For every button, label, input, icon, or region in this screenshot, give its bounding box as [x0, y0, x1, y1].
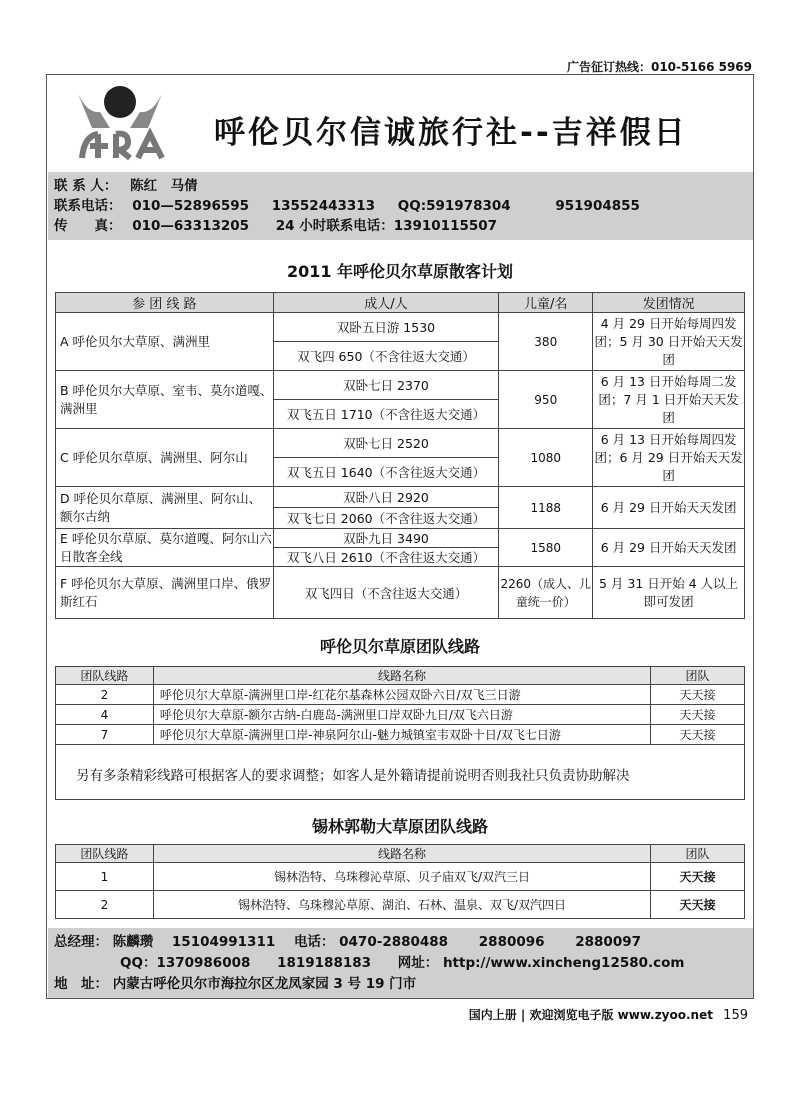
col-depart: 发团情况 — [593, 293, 745, 313]
fax-number: 010—63313205 — [132, 218, 250, 234]
col-route: 参 团 线 路 — [56, 293, 274, 313]
depart-cell: 6 月 29 日开始天天发团 — [593, 487, 745, 529]
child-price-cell: 2260（成人、儿童统一价） — [499, 567, 593, 619]
table-row — [56, 371, 745, 400]
contact-panel — [48, 172, 753, 240]
price-cell: 双飞八日 2610（不含往返大交通） — [273, 548, 499, 567]
contact-person-label: 联 系 人： — [54, 178, 118, 194]
group-route-name: 呼伦贝尔大草原-额尔古纳-白鹿岛-满洲里口岸双卧九日/双飞六日游 — [153, 705, 650, 725]
plan-header-row — [56, 293, 745, 313]
col-xilin-name: 线路名称 — [153, 845, 650, 863]
price-cell: 双卧五日游 1530 — [273, 313, 499, 342]
tel-2: 2880096 — [478, 934, 545, 950]
plan-table — [55, 292, 745, 619]
xilin-header-row — [56, 845, 745, 863]
address-label: 地 址： — [54, 976, 108, 992]
plan-title: 2011 年呼伦贝尔草原散客计划 — [286, 262, 514, 281]
depart-cell: 6 月 29 日开始天天发团 — [593, 529, 745, 567]
price-cell: 双卧九日 3490 — [273, 529, 499, 548]
group-table — [55, 666, 745, 745]
xilin-route-name: 锡林浩特、乌珠穆沁草原、贝子庙双飞/双汽三日 — [153, 863, 650, 891]
fax-label: 传 真： — [54, 218, 122, 234]
tel-label: 电话： — [293, 934, 335, 950]
child-price-cell: 1188 — [499, 487, 593, 529]
xilin-title: 锡林郭勒大草原团队线路 — [311, 817, 488, 836]
depart-cell: 4 月 29 日开始每周四发团；5 月 30 日开始天天发团 — [593, 313, 745, 371]
group-team: 天天接 — [651, 725, 745, 745]
col-group-no: 团队线路 — [56, 667, 154, 685]
col-group-name: 线路名称 — [153, 667, 650, 685]
bottom-contact-panel — [48, 928, 753, 998]
bottom-qq: QQ：1370986008 — [120, 955, 251, 971]
col-adult: 成人/人 — [273, 293, 499, 313]
tel-3: 2880097 — [575, 934, 642, 950]
contact-person: 陈红 马倩 — [130, 178, 198, 194]
table-row — [56, 313, 745, 342]
table-row — [56, 705, 745, 725]
gm-name: 陈麟瓒 — [112, 934, 154, 950]
group-route-name: 呼伦贝尔大草原-满洲里口岸-神泉阿尔山-魅力城镇室韦双卧十日/双飞七日游 — [153, 725, 650, 745]
table-row — [56, 567, 745, 619]
price-cell: 双飞五日 1640（不含往返大交通） — [273, 458, 499, 487]
group-title: 呼伦贝尔草原团队线路 — [319, 637, 480, 656]
table-row — [56, 891, 745, 919]
xilin-route-name: 锡林浩特、乌珠穆沁草原、湖泊、石林、温泉、双飞/双汽四日 — [153, 891, 650, 919]
agency-title: 呼伦贝尔信诚旅行社--吉祥假日 — [214, 115, 688, 151]
bottom-qq-2: 1819188183 — [277, 955, 372, 971]
contact-phone-1: 010—52896595 — [132, 198, 250, 214]
xilin-team: 天天接 — [651, 891, 745, 919]
gm-label: 总经理： — [54, 934, 108, 950]
col-xilin-team: 团队 — [651, 845, 745, 863]
web-url[interactable]: http://www.xincheng12580.com — [442, 955, 685, 971]
route-cell: B 呼伦贝尔大草原、室韦、莫尔道嘎、满洲里 — [56, 371, 274, 429]
xilin-table — [55, 844, 745, 919]
web-label: 网址： — [397, 955, 439, 971]
route-cell: F 呼伦贝尔大草原、满洲里口岸、俄罗斯红石 — [56, 567, 274, 619]
contact-phone-label: 联系电话： — [54, 198, 122, 214]
depart-cell: 6 月 13 日开始每周四发团；6 月 29 日开始天天发团 — [593, 429, 745, 487]
xilin-team: 天天接 — [651, 863, 745, 891]
ad-hotline: 广告征订热线：010-5166 5969 — [566, 60, 752, 74]
table-row — [56, 429, 745, 458]
group-header-row — [56, 667, 745, 685]
contact-phone-2: 13552443313 — [271, 198, 376, 214]
col-child: 儿童/名 — [499, 293, 593, 313]
footer-text: 国内上册 | 欢迎浏览电子版 www.zyoo.net — [468, 1008, 713, 1022]
gm-phone: 15104991311 — [171, 934, 276, 950]
price-cell: 双飞四日（不含往返大交通） — [273, 567, 499, 619]
table-row — [56, 863, 745, 891]
price-cell: 双卧七日 2520 — [273, 429, 499, 458]
price-cell: 双飞七日 2060（不含往返大交通） — [273, 508, 499, 529]
contact-qq-2: 951904855 — [555, 198, 640, 214]
col-group-team: 团队 — [651, 667, 745, 685]
xilin-no: 1 — [56, 863, 154, 891]
group-no: 4 — [56, 705, 154, 725]
contact-qq: QQ:591978304 — [397, 198, 511, 214]
route-cell: E 呼伦贝尔草原、莫尔道嘎、阿尔山六日散客全线 — [56, 529, 274, 567]
xilin-no: 2 — [56, 891, 154, 919]
price-cell: 双卧七日 2370 — [273, 371, 499, 400]
table-row — [56, 685, 745, 705]
page-number: 159 — [723, 1008, 748, 1023]
depart-cell: 6 月 13 日开始每周二发团；7 月 1 日开始天天发团 — [593, 371, 745, 429]
price-cell: 双飞四 650（不含往返大交通） — [273, 342, 499, 371]
address: 内蒙古呼伦贝尔市海拉尔区龙凤家园 3 号 19 门市 — [112, 976, 417, 992]
route-cell: A 呼伦贝尔大草原、满洲里 — [56, 313, 274, 371]
group-route-name: 呼伦贝尔大草原-满洲里口岸-红花尔基森林公园双卧六日/双飞三日游 — [153, 685, 650, 705]
group-no: 2 — [56, 685, 154, 705]
agency-logo — [70, 84, 170, 164]
route-cell: D 呼伦贝尔草原、满洲里、阿尔山、额尔古纳 — [56, 487, 274, 529]
table-row — [56, 487, 745, 508]
page-footer — [469, 1006, 748, 1023]
col-xilin-no: 团队线路 — [56, 845, 154, 863]
price-cell: 双卧八日 2920 — [273, 487, 499, 508]
group-no: 7 — [56, 725, 154, 745]
child-price-cell: 1080 — [499, 429, 593, 487]
child-price-cell: 380 — [499, 313, 593, 371]
child-price-cell: 950 — [499, 371, 593, 429]
child-price-cell: 1580 — [499, 529, 593, 567]
table-row — [56, 529, 745, 548]
group-team: 天天接 — [651, 705, 745, 725]
hotline-24h: 24 小时联系电话：13910115507 — [275, 218, 498, 234]
group-team: 天天接 — [651, 685, 745, 705]
group-note: 另有多条精彩线路可根据客人的要求调整；如客人是外籍请提前说明否则我社只负责协助解决 — [55, 742, 745, 800]
price-cell: 双飞五日 1710（不含往返大交通） — [273, 400, 499, 429]
tel-1: 0470-2880488 — [339, 934, 449, 950]
depart-cell: 5 月 31 日开始 4 人以上即可发团 — [593, 567, 745, 619]
route-cell: C 呼伦贝尔草原、满洲里、阿尔山 — [56, 429, 274, 487]
